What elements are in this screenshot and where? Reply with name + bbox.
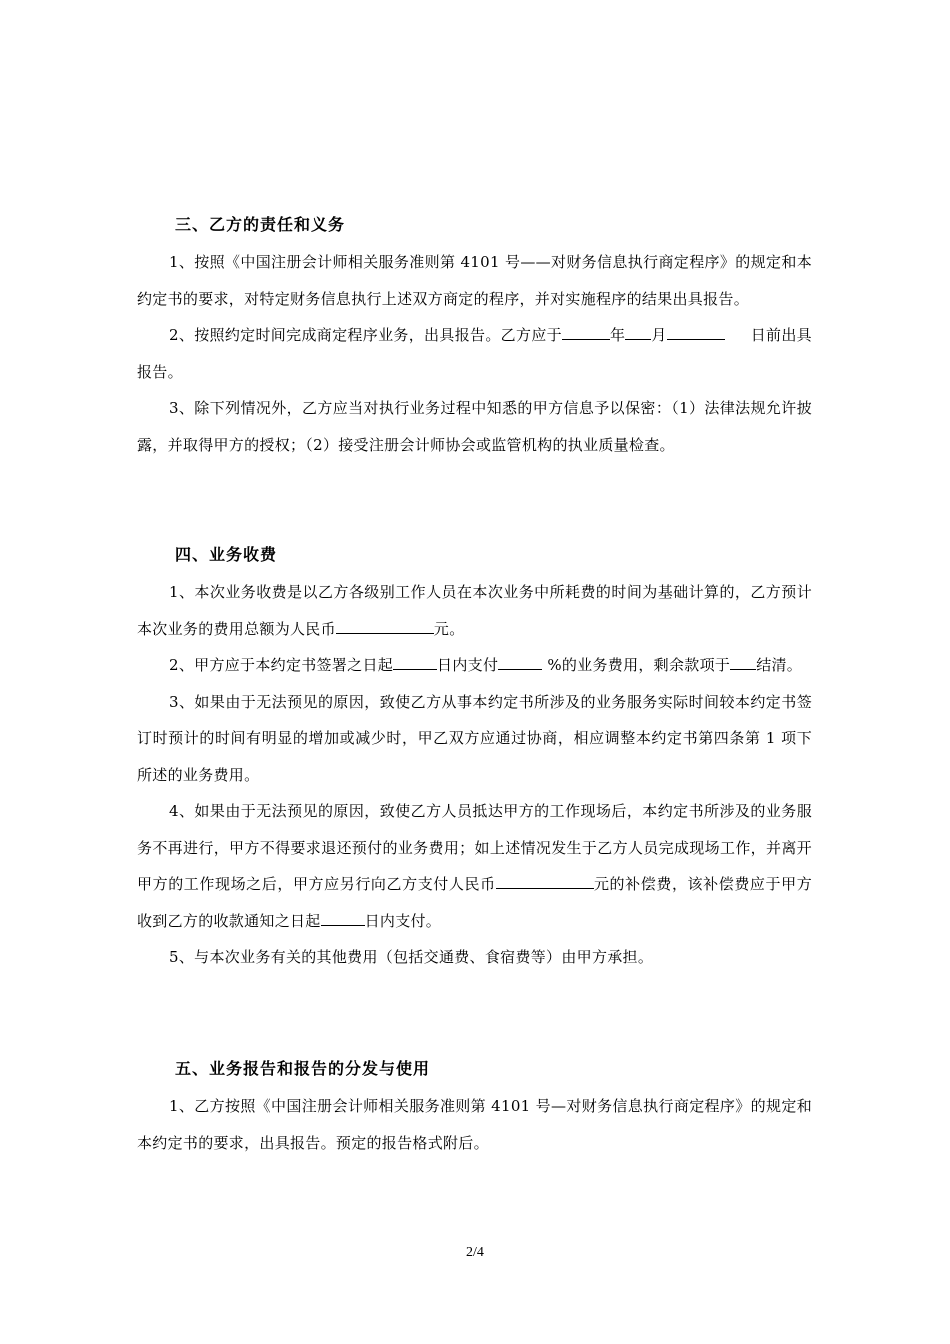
clause-4-3: 3、如果由于无法预见的原因，致使乙方从事本约定书所涉及的业务服务实际时间较本约定书签订时预计的时间有明显的增加或减少时，甲乙双方应通过协商，相应调整本约定书第四条第 1 项下所述的业务费用。 bbox=[137, 692, 812, 784]
blank-pay-days[interactable] bbox=[321, 911, 365, 926]
clause-5-1: 1、乙方按照《中国注册会计师相关服务准则第 4101 号—对财务信息执行商定程序》的规定和本约定书的要求，出具报告。预定的报告格式附后。 bbox=[137, 1097, 812, 1152]
clause-4-4: 4、如果由于无法预见的原因，致使乙方人员抵达甲方的工作现场后，本约定书所涉及的业务服务不再进行，甲方不得要求退还预付的业务费用；如上述情况发生于乙方人员完成现场工作，并离开甲方的工作现场之后，甲方应另行向乙方支付人民币 元的补偿费，该补偿费应于甲方收到乙方的收款通知之日起 日内支付。 bbox=[137, 802, 812, 930]
clause-4-1: 1、本次业务收费是以乙方各级别工作人员在本次业务中所耗费的时间为基础计算的，乙方预计本次业务的费用总额为人民币 元。 bbox=[137, 583, 812, 638]
section-heading-3: 三、乙方的责任和义务 bbox=[175, 215, 346, 234]
section-report bbox=[137, 1054, 812, 1161]
blank-days[interactable] bbox=[393, 655, 437, 670]
blank-day[interactable] bbox=[667, 325, 725, 340]
blank-month[interactable] bbox=[625, 325, 651, 340]
clause-3-2: 2、按照约定时间完成商定程序业务，出具报告。乙方应于 年 月 日前出具报告。 bbox=[137, 326, 812, 381]
section-fees bbox=[137, 540, 812, 976]
section-heading-4: 四、业务收费 bbox=[175, 545, 278, 564]
blank-settle-date[interactable] bbox=[730, 655, 756, 670]
clause-4-2: 2、甲方应于本约定书签署之日起 日内支付 %的业务费用，剩余款项于 结清。 bbox=[169, 656, 803, 674]
blank-year[interactable] bbox=[562, 325, 610, 340]
clause-4-5: 5、与本次业务有关的其他费用（包括交通费、食宿费等）由甲方承担。 bbox=[169, 948, 654, 966]
blank-percent[interactable] bbox=[498, 655, 542, 670]
blank-compensation[interactable] bbox=[496, 874, 594, 889]
section-responsibilities bbox=[137, 210, 812, 463]
clause-3-1: 1、按照《中国注册会计师相关服务准则第 4101 号——对财务信息执行商定程序》的规定和本约定书的要求，对特定财务信息执行上述双方商定的程序，并对实施程序的结果出具报告。 bbox=[137, 253, 812, 308]
page-number: 2/4 bbox=[466, 1245, 484, 1260]
blank-fee-total[interactable] bbox=[336, 619, 434, 634]
clause-3-3: 3、除下列情况外，乙方应当对执行业务过程中知悉的甲方信息予以保密：（1）法律法规允许披露，并取得甲方的授权；（2）接受注册会计师协会或监管机构的执业质量检查。 bbox=[137, 399, 812, 454]
section-heading-5: 五、业务报告和报告的分发与使用 bbox=[175, 1059, 431, 1078]
